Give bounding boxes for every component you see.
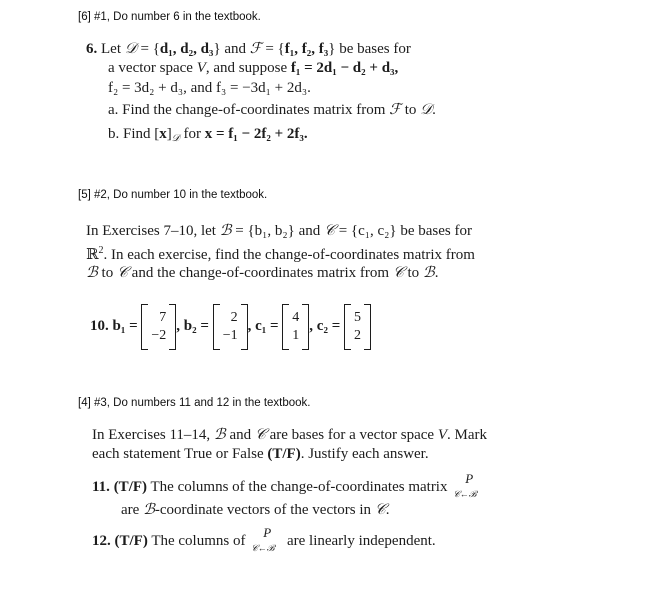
problem-6-line-2	[108, 58, 398, 78]
c2-label: , c₂ =	[309, 318, 341, 334]
text-exercises-11-14: In Exercises 11–14,	[92, 427, 211, 443]
symbol-C-3: 𝒞	[392, 263, 404, 281]
basis-b: = {b₁, b₂} and	[231, 223, 321, 239]
problem-11-intro-line-1	[92, 424, 487, 445]
change-of-coords-matrix-symbol-2	[249, 525, 283, 553]
text-and-3: and	[229, 427, 252, 443]
problem-10-number: 10.	[90, 318, 109, 334]
bracket-close: ]	[166, 126, 172, 142]
b1-vector	[141, 304, 176, 350]
c1-entry-2: 1	[292, 327, 300, 343]
part-b-label: b.	[108, 126, 120, 142]
problem-11-text: The columns of the change-of-coordinates matrix	[150, 479, 448, 495]
symbol-D-a: 𝒟	[420, 100, 433, 118]
b2-label: , b₂ =	[176, 318, 209, 334]
subscript-C-from-B-2: 𝒞←ℬ	[251, 543, 275, 553]
basis-d-vectors: d₁, d₂, d₃	[159, 41, 214, 57]
symbol-C: 𝒞	[324, 221, 335, 239]
subscript-C-from-B: 𝒞←ℬ	[453, 489, 477, 499]
text-to-1: to	[101, 265, 114, 281]
tf-label: (T/F)	[267, 446, 301, 462]
text-and: } and	[213, 41, 247, 57]
part-b-text: Find [	[123, 126, 160, 142]
x-definition: x = f₁ − 2f₂ + 2f₃.	[204, 126, 308, 142]
symbol-V-2: V	[437, 427, 447, 443]
vector-x: x	[159, 126, 167, 142]
part-a-text: Find the change-of-coordinates matrix from	[122, 102, 386, 118]
problem-10-intro-line-1	[86, 220, 472, 241]
b2-entry-1: 2	[230, 309, 238, 325]
text-and-suppose: , and suppose	[205, 60, 288, 76]
problem-11-number: 11.	[92, 479, 110, 495]
symbol-V: V	[196, 60, 206, 76]
left-bracket	[344, 304, 351, 350]
problem-6-line-1	[86, 38, 411, 59]
problem-12-text-a: The columns of	[151, 533, 246, 549]
assignment-item-3-header: [4] #3, Do numbers 11 and 12 in the textbook.	[78, 397, 311, 409]
c1-vector	[282, 304, 309, 350]
b2-vector	[213, 304, 248, 350]
symbol-B-3: ℬ	[422, 263, 435, 281]
symbol-C-5: 𝒞	[374, 500, 386, 518]
symbol-F-a: ℱ	[389, 100, 401, 118]
b1-entry-1: 7	[159, 309, 167, 325]
symbol-P-2: P	[263, 525, 272, 540]
symbol-C-2: 𝒞	[116, 263, 128, 281]
superscript-2: 2	[98, 245, 104, 256]
problem-11-line-1	[92, 471, 485, 499]
f2-f3-definition: f₂ = 3d₂ + d₃, and f₃ = −3d₁ + 2d₃.	[108, 80, 311, 96]
problem-11-tf: (T/F)	[113, 479, 148, 495]
assignment-item-1-header: [6] #1, Do number 6 in the textbook.	[78, 11, 261, 23]
symbol-C-4: 𝒞	[254, 425, 266, 443]
problem-12-tf: (T/F)	[114, 533, 148, 549]
left-bracket	[282, 304, 289, 350]
text-vector-space: a vector space	[108, 60, 193, 76]
right-bracket	[241, 304, 248, 350]
b1-entry-2: −2	[151, 327, 167, 343]
problem-12-number: 12.	[92, 533, 111, 549]
problem-12-line	[92, 525, 436, 553]
c2-entry-2: 2	[354, 327, 361, 343]
symbol-P: P	[465, 471, 474, 486]
text-be-bases: } be bases for	[328, 41, 411, 57]
text-justify: . Justify each answer.	[300, 446, 429, 462]
symbol-D: 𝒟	[124, 39, 137, 57]
text-and-matrix: and the change-of-coordinates matrix from	[131, 265, 390, 281]
symbol-B-4: ℬ	[213, 425, 226, 443]
symbol-B-2: ℬ	[86, 263, 98, 281]
text-mark: . Mark	[447, 427, 487, 443]
text-for: for	[183, 126, 201, 142]
problem-12-text-b: are linearly independent.	[286, 533, 436, 549]
c2-entry-1: 5	[354, 309, 361, 325]
c1-label: , c₁ =	[247, 318, 279, 334]
problem-6-part-b	[108, 124, 308, 149]
symbol-B: ℬ	[219, 221, 232, 239]
text-eq-open: = {	[136, 41, 160, 57]
assignment-item-2-header: [5] #2, Do number 10 in the textbook.	[78, 189, 268, 201]
problem-10-vectors	[90, 296, 371, 356]
text-coordinate-vectors: -coordinate vectors of the vectors in	[154, 502, 372, 518]
text-exercises-7-10: In Exercises 7–10, let	[86, 223, 216, 239]
f1-definition: f₁ = 2d₁ − d₂ + d₃,	[290, 60, 399, 76]
text-are: are	[121, 502, 140, 518]
text-eq-open-2: = {	[261, 41, 285, 57]
text-each-exercise: . In each exercise, find the change-of-coordinates matrix from	[103, 247, 475, 263]
part-a-label: a.	[108, 102, 119, 118]
period-2: .	[385, 502, 390, 518]
text-let: Let	[101, 41, 121, 57]
c2-vector	[344, 304, 371, 350]
problem-11-intro-line-2	[92, 444, 429, 464]
basis-f-vectors: f₁, f₂, f₃	[284, 41, 329, 57]
text-to-2: to	[407, 265, 420, 281]
symbol-R: ℝ	[86, 247, 99, 263]
problem-6-part-a	[108, 99, 436, 120]
period: .	[434, 265, 439, 281]
problem-11-line-2	[121, 499, 389, 520]
b2-entry-2: −1	[222, 327, 238, 343]
symbol-F: ℱ	[249, 39, 262, 57]
problem-10-intro-line-3	[86, 262, 438, 283]
part-a-period: .	[432, 102, 436, 118]
left-bracket	[141, 304, 148, 350]
subscript-D: 𝒟	[171, 133, 180, 144]
right-bracket	[364, 304, 371, 350]
left-bracket	[213, 304, 220, 350]
problem-6-number: 6.	[86, 41, 98, 57]
basis-c: = {c₁, c₂} be bases for	[334, 223, 472, 239]
c1-entry-1: 4	[292, 309, 300, 325]
symbol-B-5: ℬ	[143, 500, 155, 518]
text-each-statement: each statement True or False	[92, 446, 264, 462]
problem-6-line-3	[108, 78, 311, 98]
change-of-coords-matrix-symbol	[451, 471, 485, 499]
b1-label: b₁ =	[112, 318, 138, 334]
text-bases-vector-space: are bases for a vector space	[269, 427, 435, 443]
text-to: to	[404, 102, 417, 118]
